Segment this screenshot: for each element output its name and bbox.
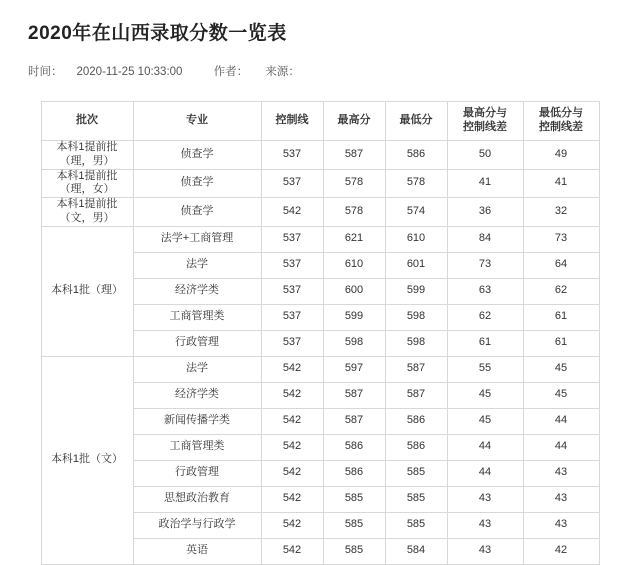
- major-cell: 经济学类: [133, 382, 261, 408]
- batch-cell-line: 本科1批（理）: [50, 284, 124, 297]
- column-header-lowest-score: 最低分: [385, 102, 447, 141]
- major-cell: 法学+工商管理: [133, 226, 261, 252]
- major-cell: 思想政治教育: [133, 486, 261, 512]
- column-header-major: 专业: [133, 102, 261, 141]
- table-row: [41, 356, 599, 382]
- control-line-cell: 537: [261, 226, 323, 252]
- batch-cell-line: 本科1提前批: [56, 141, 118, 153]
- lowest-score-cell: 584: [385, 538, 447, 564]
- table-header: [41, 102, 599, 141]
- highest-score-cell: 586: [323, 434, 385, 460]
- control-line-cell: 542: [261, 198, 323, 227]
- page-title: 2020年在山西录取分数一览表: [28, 23, 287, 44]
- lowest-score-cell: 587: [385, 382, 447, 408]
- control-line-cell: 542: [261, 434, 323, 460]
- highest-score-cell: 578: [323, 169, 385, 198]
- lowest-score-cell: 585: [385, 512, 447, 538]
- major-cell: 政治学与行政学: [133, 512, 261, 538]
- column-header-lowest-diff-line1: 最低分与: [539, 107, 583, 120]
- column-header-control-line: 控制线: [261, 102, 323, 141]
- major-cell: 行政管理: [133, 460, 261, 486]
- lowest-score-cell: 586: [385, 141, 447, 170]
- batch-cell: [41, 141, 133, 170]
- control-line-cell: 537: [261, 330, 323, 356]
- batch-cell-line: 本科1批（文）: [50, 453, 124, 466]
- column-header-highest-diff-line2: 控制线差: [463, 121, 507, 133]
- highest-score-cell: 587: [323, 141, 385, 170]
- highest-diff-cell: 44: [447, 460, 523, 486]
- highest-score-cell: 586: [323, 460, 385, 486]
- highest-diff-cell: 43: [447, 538, 523, 564]
- highest-score-cell: 587: [323, 408, 385, 434]
- highest-score-cell: 585: [323, 512, 385, 538]
- lowest-score-cell: 578: [385, 169, 447, 198]
- lowest-score-cell: 586: [385, 408, 447, 434]
- lowest-score-cell: 585: [385, 460, 447, 486]
- highest-diff-cell: 45: [447, 408, 523, 434]
- batch-cell: [41, 169, 133, 198]
- lowest-diff-cell: 61: [523, 330, 599, 356]
- control-line-cell: 537: [261, 304, 323, 330]
- lowest-diff-cell: 64: [523, 252, 599, 278]
- table-row: [41, 169, 599, 198]
- highest-diff-cell: 63: [447, 278, 523, 304]
- major-cell: 法学: [133, 356, 261, 382]
- column-header-lowest-diff-line2: 控制线差: [539, 121, 583, 133]
- batch-cell-line: 本科1提前批: [56, 198, 118, 210]
- column-header-highest-diff-line1: 最高分与: [463, 107, 507, 120]
- highest-diff-cell: 43: [447, 512, 523, 538]
- lowest-diff-cell: 44: [523, 434, 599, 460]
- highest-score-cell: 600: [323, 278, 385, 304]
- control-line-cell: 542: [261, 512, 323, 538]
- batch-cell: [41, 198, 133, 227]
- highest-score-cell: 578: [323, 198, 385, 227]
- highest-diff-cell: 62: [447, 304, 523, 330]
- table-row: [41, 141, 599, 170]
- control-line-cell: 542: [261, 408, 323, 434]
- highest-diff-cell: 41: [447, 169, 523, 198]
- lowest-diff-cell: 43: [523, 512, 599, 538]
- meta-source: 来源：: [265, 66, 300, 78]
- lowest-diff-cell: 32: [523, 198, 599, 227]
- column-header-batch: 批次: [41, 102, 133, 141]
- highest-diff-cell: 45: [447, 382, 523, 408]
- highest-score-cell: 621: [323, 226, 385, 252]
- batch-cell-line: 本科1提前批: [56, 169, 118, 182]
- highest-score-cell: 610: [323, 252, 385, 278]
- control-line-cell: 537: [261, 169, 323, 198]
- highest-score-cell: 599: [323, 304, 385, 330]
- lowest-score-cell: 574: [385, 198, 447, 227]
- lowest-score-cell: 587: [385, 356, 447, 382]
- batch-cell-line: （文，男）: [59, 211, 115, 224]
- highest-diff-cell: 84: [447, 226, 523, 252]
- lowest-diff-cell: 61: [523, 304, 599, 330]
- lowest-score-cell: 599: [385, 278, 447, 304]
- batch-cell-line: （理，男）: [59, 154, 115, 167]
- lowest-score-cell: 598: [385, 304, 447, 330]
- meta-time: [28, 66, 196, 78]
- major-cell: 英语: [133, 538, 261, 564]
- highest-diff-cell: 55: [447, 356, 523, 382]
- lowest-score-cell: 585: [385, 486, 447, 512]
- control-line-cell: 537: [261, 141, 323, 170]
- control-line-cell: 542: [261, 460, 323, 486]
- lowest-diff-cell: 73: [523, 226, 599, 252]
- column-header-highest-score: 最高分: [323, 102, 385, 141]
- meta-time-value: 2020-11-25 10:33:00: [76, 66, 183, 78]
- lowest-score-cell: 601: [385, 252, 447, 278]
- score-table: [41, 101, 600, 565]
- table-header-row: [41, 102, 599, 141]
- meta-time-label: 时间：: [28, 66, 63, 78]
- column-header-highest-diff: [447, 102, 523, 141]
- major-cell: 工商管理类: [133, 304, 261, 330]
- lowest-diff-cell: 62: [523, 278, 599, 304]
- table-row: [41, 198, 599, 227]
- highest-diff-cell: 50: [447, 141, 523, 170]
- highest-diff-cell: 44: [447, 434, 523, 460]
- table-row: [41, 226, 599, 252]
- highest-diff-cell: 61: [447, 330, 523, 356]
- article-meta: [28, 49, 612, 85]
- highest-diff-cell: 36: [447, 198, 523, 227]
- score-table-container: [28, 101, 612, 565]
- highest-diff-cell: 73: [447, 252, 523, 278]
- lowest-diff-cell: 41: [523, 169, 599, 198]
- meta-author: 作者：: [213, 66, 249, 78]
- major-cell: 工商管理类: [133, 434, 261, 460]
- control-line-cell: 542: [261, 538, 323, 564]
- control-line-cell: 542: [261, 486, 323, 512]
- column-header-lowest-diff: [523, 102, 599, 141]
- control-line-cell: 537: [261, 278, 323, 304]
- control-line-cell: 542: [261, 356, 323, 382]
- highest-score-cell: 598: [323, 330, 385, 356]
- major-cell: 侦查学: [133, 141, 261, 170]
- lowest-score-cell: 598: [385, 330, 447, 356]
- lowest-diff-cell: 43: [523, 486, 599, 512]
- major-cell: 侦查学: [133, 198, 261, 227]
- highest-score-cell: 585: [323, 538, 385, 564]
- batch-cell-line: （理，女）: [59, 183, 115, 196]
- lowest-score-cell: 586: [385, 434, 447, 460]
- batch-cell: [41, 226, 133, 356]
- control-line-cell: 537: [261, 252, 323, 278]
- lowest-diff-cell: 43: [523, 460, 599, 486]
- lowest-diff-cell: 42: [523, 538, 599, 564]
- major-cell: 侦查学: [133, 169, 261, 198]
- major-cell: 经济学类: [133, 278, 261, 304]
- table-body: [41, 141, 599, 565]
- lowest-diff-cell: 49: [523, 141, 599, 170]
- lowest-diff-cell: 44: [523, 408, 599, 434]
- highest-score-cell: 585: [323, 486, 385, 512]
- major-cell: 法学: [133, 252, 261, 278]
- highest-score-cell: 597: [323, 356, 385, 382]
- highest-score-cell: 587: [323, 382, 385, 408]
- lowest-score-cell: 610: [385, 226, 447, 252]
- lowest-diff-cell: 45: [523, 356, 599, 382]
- major-cell: 新闻传播学类: [133, 408, 261, 434]
- batch-cell: [41, 356, 133, 564]
- lowest-diff-cell: 45: [523, 382, 599, 408]
- control-line-cell: 542: [261, 382, 323, 408]
- highest-diff-cell: 43: [447, 486, 523, 512]
- major-cell: 行政管理: [133, 330, 261, 356]
